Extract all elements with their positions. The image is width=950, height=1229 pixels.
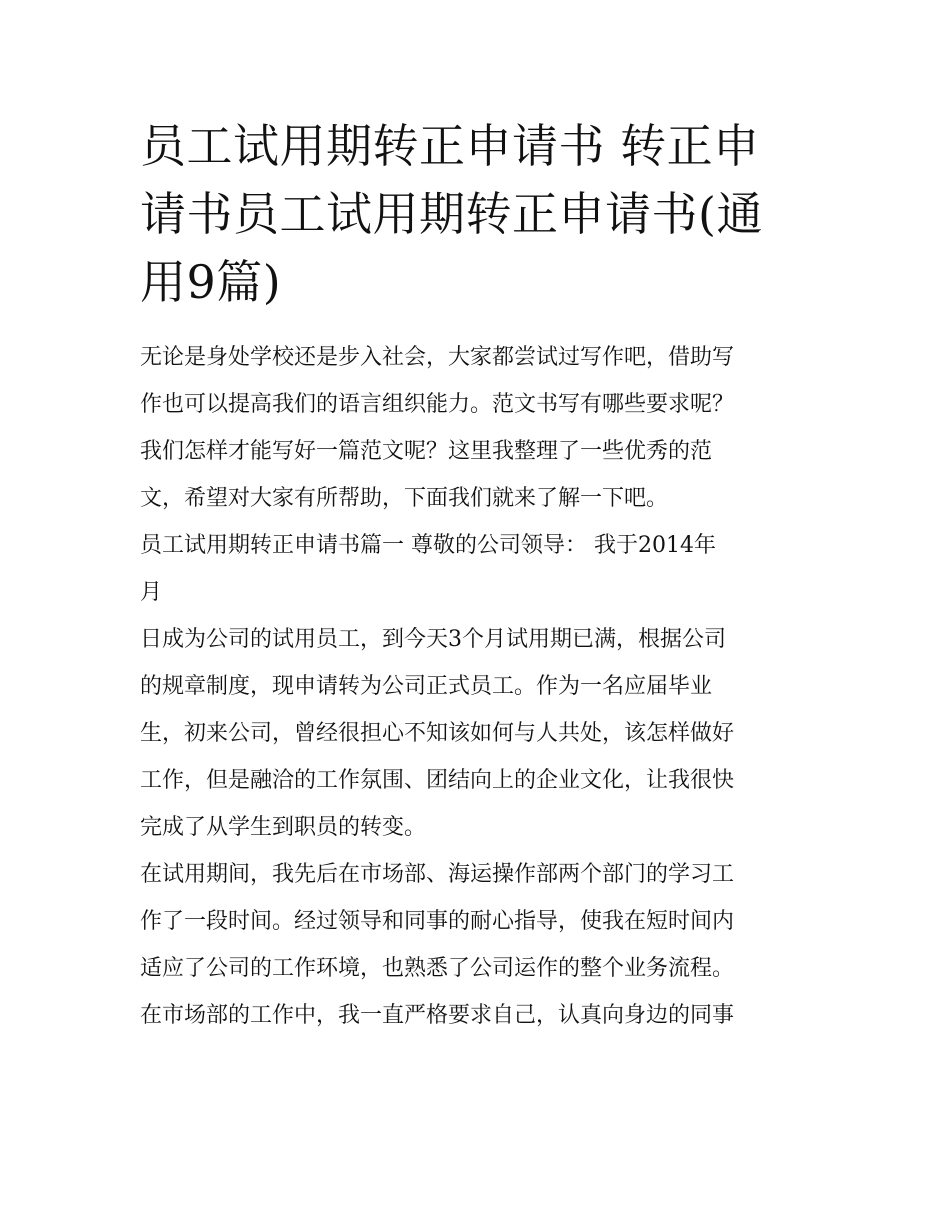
text-line: 作了一段时间。经过领导和同事的耐心指导，使我在短时间内 xyxy=(140,909,735,934)
text-line: 的规章制度，现申请转为公司正式员工。作为一名应届毕业 xyxy=(140,674,713,699)
title-line-3: 用9篇) xyxy=(140,255,282,309)
text-line: 日成为公司的试用员工，到今天3个月试用期已满，根据公司 xyxy=(140,627,726,652)
text-line: 工作，但是融洽的工作氛围、团结向上的企业文化，让我很快 xyxy=(140,768,735,793)
text-line: 月 xyxy=(140,580,163,605)
text-line: 员工试用期转正申请书篇一 尊敬的公司领导： 我于2014年 xyxy=(140,533,716,558)
text-line: 完成了从学生到职员的转变。 xyxy=(140,815,427,840)
document-page xyxy=(140,112,812,1045)
document-body xyxy=(140,340,812,1034)
document-title xyxy=(140,112,812,316)
text-line: 适应了公司的工作环境，也熟悉了公司运作的整个业务流程。 xyxy=(140,956,735,981)
text-line: 无论是身处学校还是步入社会，大家都尝试过写作吧，借助写 xyxy=(140,345,735,370)
text-line: 生，初来公司，曾经很担心不知该如何与人共处，该怎样做好 xyxy=(140,721,735,746)
paragraph-salutation xyxy=(140,528,812,611)
text-line: 我们怎样才能写好一篇范文呢？这里我整理了一些优秀的范 xyxy=(140,439,713,464)
title-line-1: 员工试用期转正申请书 转正申 xyxy=(140,119,760,173)
text-line: 在试用期间，我先后在市场部、海运操作部两个部门的学习工 xyxy=(140,862,735,887)
paragraph-intro xyxy=(140,340,812,517)
paragraph-probation xyxy=(140,857,812,1034)
title-line-2: 请书员工试用期转正申请书(通 xyxy=(140,187,763,241)
text-line: 作也可以提高我们的语言组织能力。范文书写有哪些要求呢？ xyxy=(140,392,735,417)
paragraph-application xyxy=(140,622,812,846)
text-line: 在市场部的工作中，我一直严格要求自己，认真向身边的同事 xyxy=(140,1003,735,1028)
text-line: 文，希望对大家有所帮助，下面我们就来了解一下吧。 xyxy=(140,486,669,511)
